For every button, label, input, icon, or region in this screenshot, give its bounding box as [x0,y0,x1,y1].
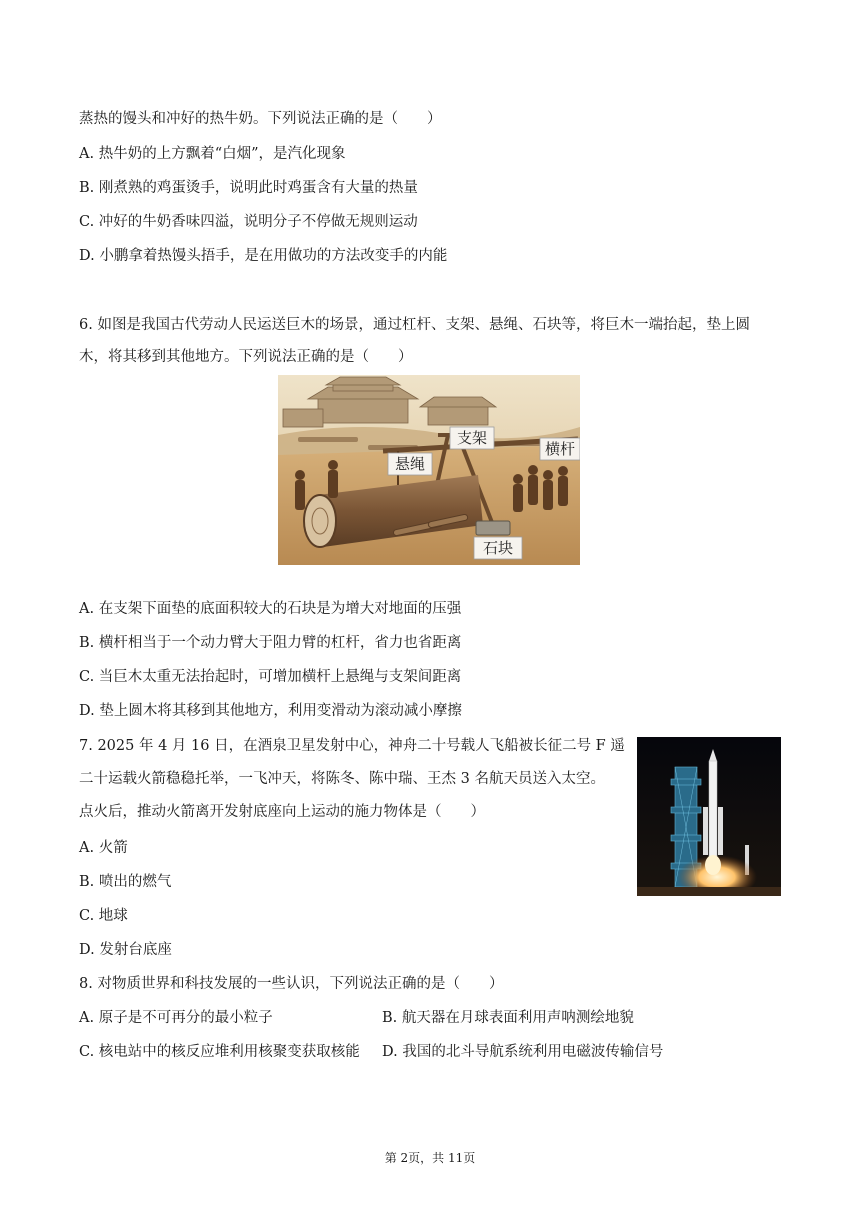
q5-option-b: B. 刚煮熟的鸡蛋烫手，说明此时鸡蛋含有大量的热量 [79,180,418,196]
q7-option-a: A. 火箭 [79,840,128,856]
q7-option-d: D. 发射台底座 [79,942,172,958]
q8-option-c: C. 核电站中的核反应堆利用核聚变获取核能 [79,1044,360,1060]
label-stone: 石块 [482,539,514,557]
q8-stem: 8. 对物质世界和科技发展的一些认识，下列说法正确的是（ ） [79,976,504,992]
q6-option-a: A. 在支架下面垫的底面积较大的石块是为增大对地面的压强 [79,601,462,617]
label-rope: 悬绳 [394,455,426,473]
q6-option-d: D. 垫上圆木将其移到其他地方，利用变滑动为滚动减小摩擦 [79,703,462,719]
q5-option-c: C. 冲好的牛奶香味四溢，说明分子不停做无规则运动 [79,214,418,230]
q6-stem-line1: 6. 如图是我国古代劳动人民运送巨木的场景，通过杠杆、支架、悬绳、石块等，将巨木一端抬起，垫上圆 [79,317,750,333]
label-lever: 横杆 [544,440,576,458]
q7-option-c: C. 地球 [79,908,128,924]
q6-stem-line2: 木，将其移到其他地方。下列说法正确的是（ ） [79,349,413,365]
q6-option-c: C. 当巨木太重无法抬起时，可增加横杆上悬绳与支架间距离 [79,669,462,685]
q7-stem-line2: 二十运载火箭稳稳托举，一飞冲天，将陈冬、陈中瑞、王杰 3 名航天员送入太空。 [79,771,605,787]
q6-figure-log-transport [278,375,580,565]
page-footer: 第 2页，共 11页 [384,1151,476,1165]
q5-option-d: D. 小鹏拿着热馒头捂手，是在用做功的方法改变手的内能 [79,248,448,264]
q7-stem-line3: 点火后，推动火箭离开发射底座向上运动的施力物体是（ ） [79,804,485,820]
q8-option-b: B. 航天器在月球表面利用声呐测绘地貌 [382,1010,634,1026]
label-support: 支架 [456,429,488,447]
q5-option-a: A. 热牛奶的上方飘着“白烟”，是汽化现象 [79,146,346,162]
q7-stem-line1: 7. 2025 年 4 月 16 日，在酒泉卫星发射中心，神舟二十号载人飞船被长征二号 F 遥 [79,738,625,754]
q5-stem-tail: 蒸热的馒头和冲好的热牛奶。下列说法正确的是（ ） [79,111,442,127]
q6-option-b: B. 横杆相当于一个动力臂大于阻力臂的杠杆，省力也省距离 [79,635,462,651]
q8-option-a: A. 原子是不可再分的最小粒子 [79,1010,273,1026]
q7-rocket-launch-photo [637,737,781,896]
q7-option-b: B. 喷出的燃气 [79,874,172,890]
q8-option-d: D. 我国的北斗导航系统利用电磁波传输信号 [382,1044,664,1060]
